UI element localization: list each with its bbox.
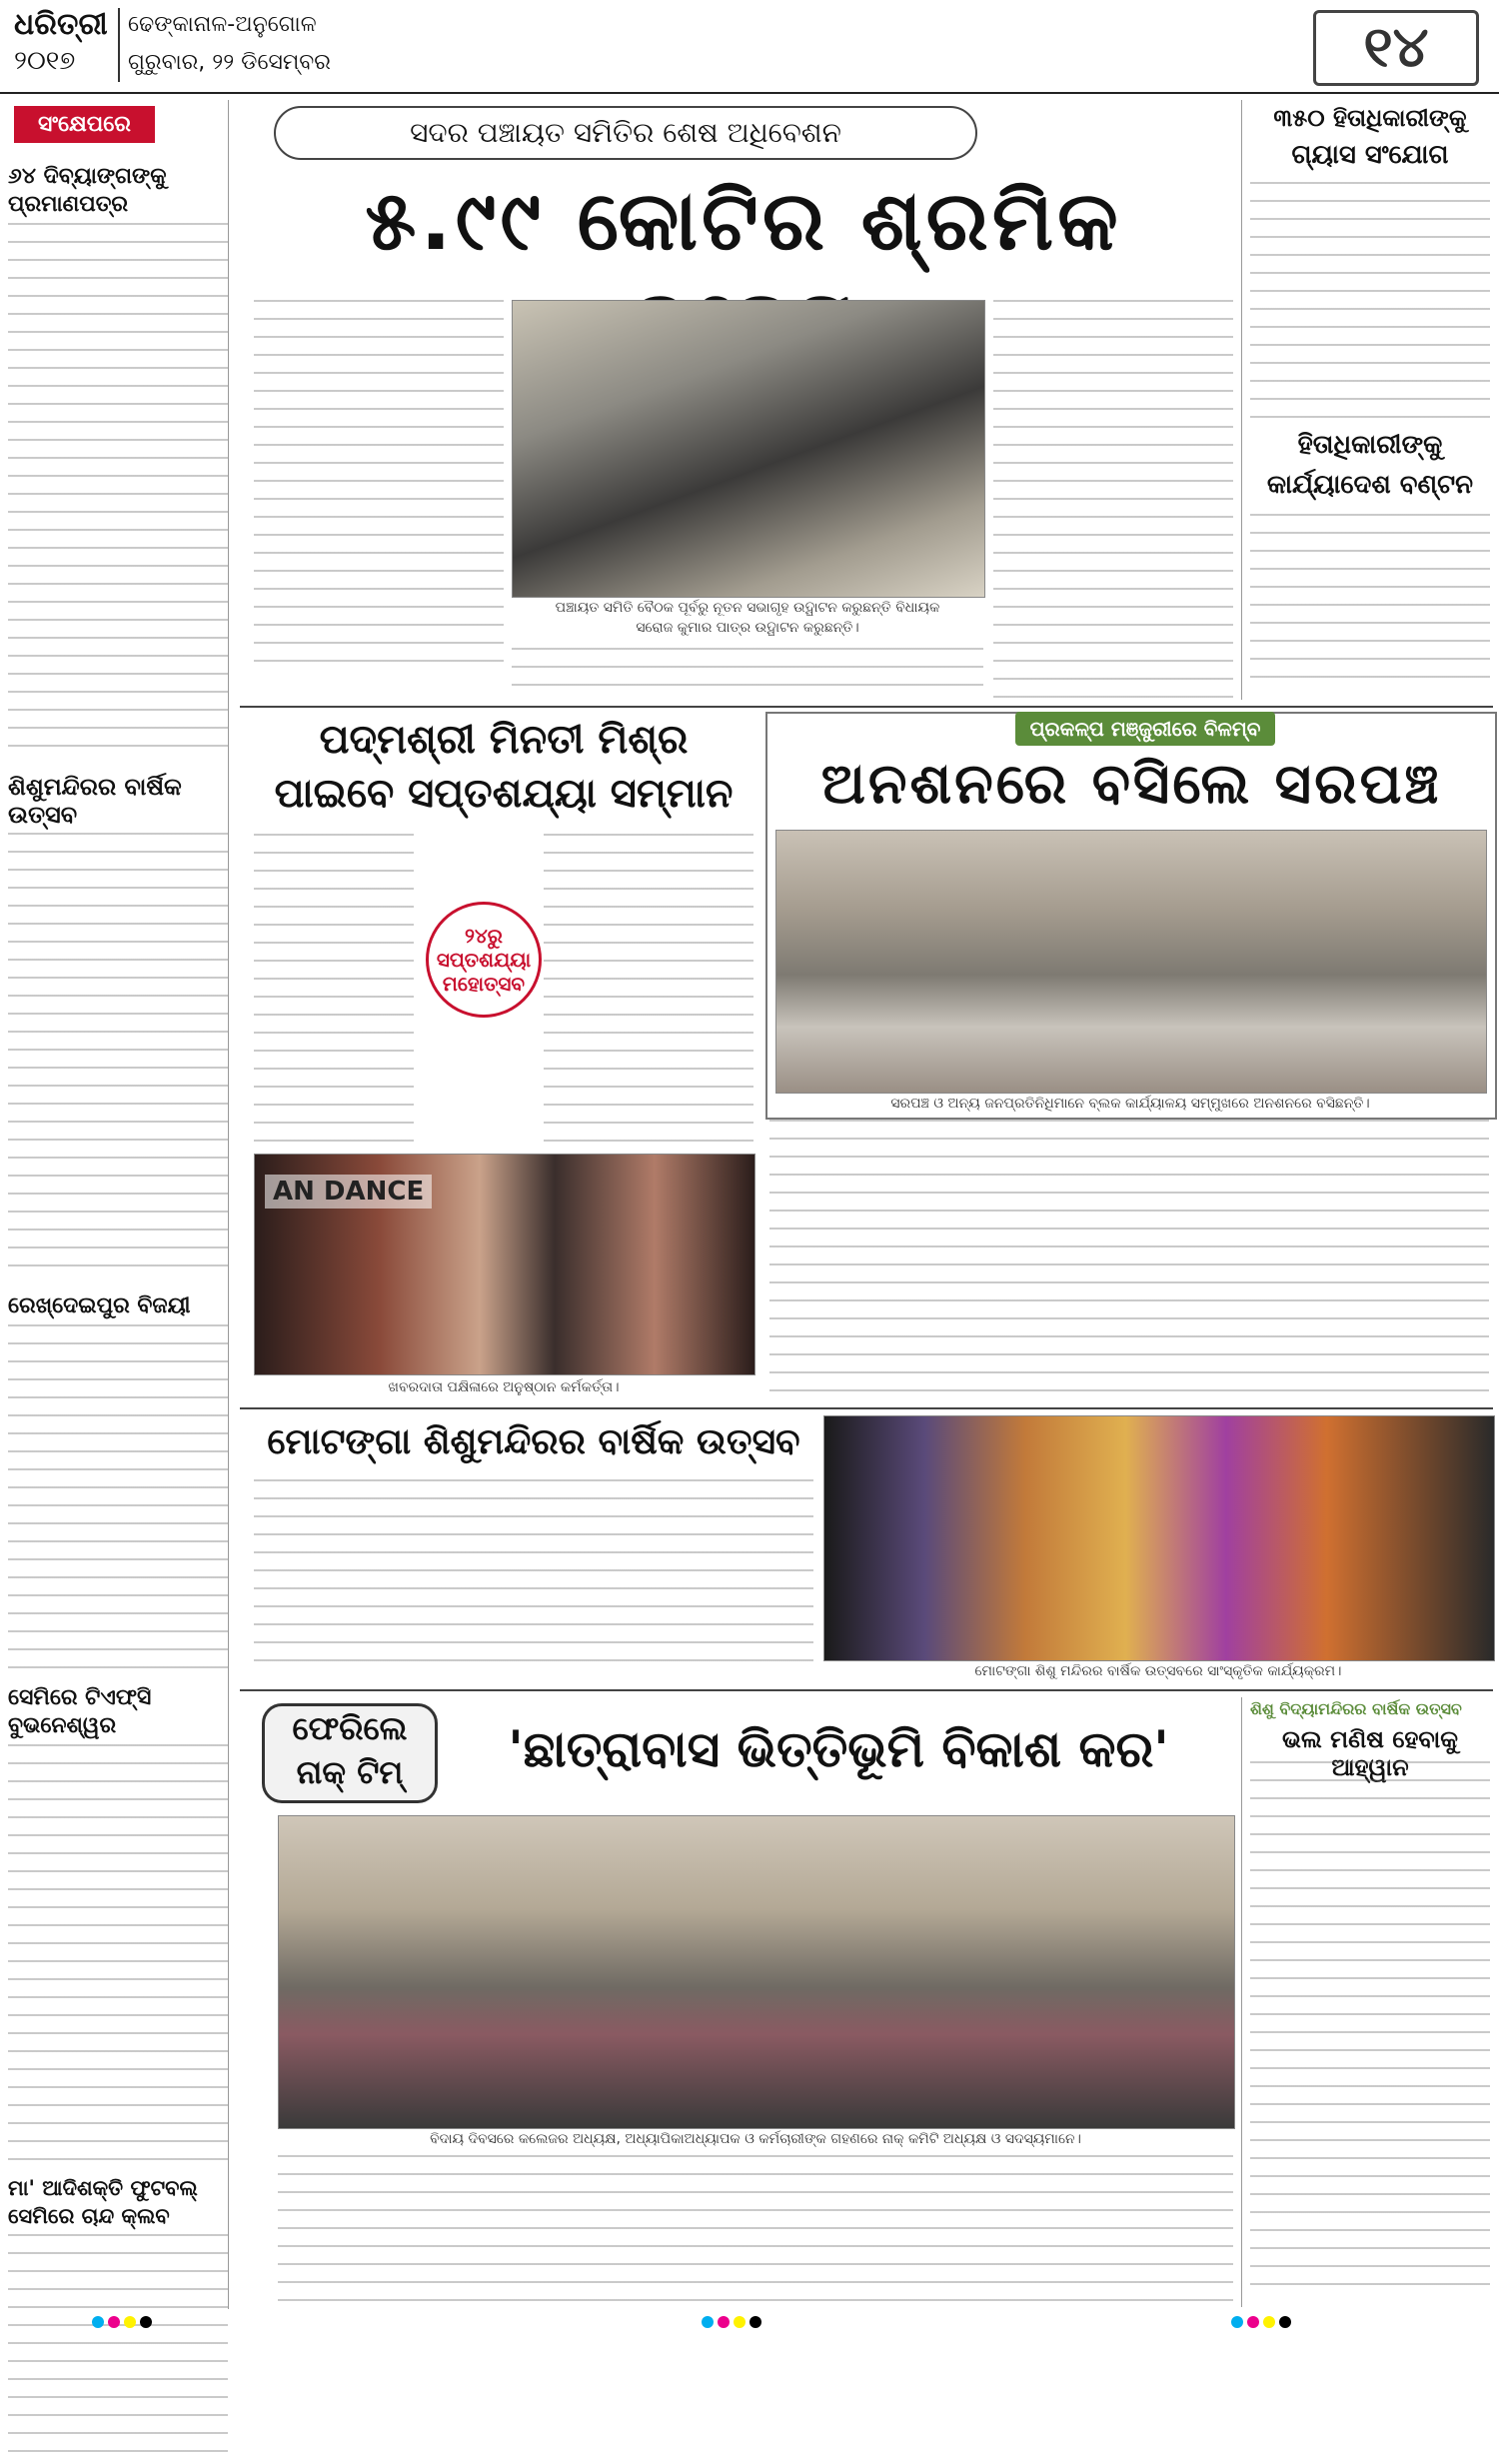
lead-body-bottom xyxy=(512,648,983,688)
section-divider xyxy=(240,706,1493,708)
gas-headline-1: ୩୫୦ ହିତାଧିକାରୀଙ୍କୁ xyxy=(1273,104,1467,132)
photo-banner-text: AN DANCE xyxy=(265,1175,432,1209)
sarpanch-caption: ସରପଞ୍ଚ ଓ ଅନ୍ୟ ଜନପ୍ରତିନିଧିମାନେ ବ୍ଲକ କାର୍ଯ୍ୟାଳୟ ସମ୍ମୁଖରେ ଅନଶନରେ ବସିଛନ୍ତି। xyxy=(890,1096,1370,1112)
brief-headline: ସେମିରେ ଟିଏଫ୍ସି ବୁଭନେଶ୍ୱର xyxy=(8,1685,152,1738)
sidebar-briefs xyxy=(8,100,229,2309)
school-tag: ଶିଶୁ ବିଦ୍ୟାମନ୍ଦିରର ବାର୍ଷିକ ଉତ୍ସବ xyxy=(1250,1699,1462,1718)
lead-body-col1 xyxy=(254,300,504,670)
edition-label: ଢେଙ୍କାନାଳ-ଅନୁଗୋଳ xyxy=(128,12,317,37)
section-divider xyxy=(240,1689,1493,1691)
brief-body xyxy=(8,833,228,1282)
lead-caption: ପଞ୍ଚାୟତ ସମିତି ବୈଠକ ପୂର୍ବରୁ ନୂତନ ସଭାଗୃହ ଉଦ୍ଘାଟନ କରୁଛନ୍ତି ବିଧାୟକ xyxy=(555,600,940,616)
right-column-top xyxy=(1241,100,1494,700)
naac-tag-line: ଫେରିଲେ xyxy=(292,1709,408,1747)
registration-marks xyxy=(90,2313,154,2332)
padmashree-story xyxy=(254,714,753,1403)
brief-headline: ଶିଶୁମନ୍ଦିରର ବାର୍ଷିକ ଉତ୍ସବ xyxy=(8,773,182,829)
lead-body-col3 xyxy=(993,300,1233,700)
seal-line: ମହୋତ୍ସବ xyxy=(442,972,526,996)
masthead-year: ୨୦୧୭ xyxy=(14,46,76,76)
lead-kicker: ସଦର ପଞ୍ଚାୟତ ସମିତିର ଶେଷ ଅଧିବେଶନ xyxy=(274,106,977,160)
page-number: ୧୪ xyxy=(1313,10,1479,86)
naac-tag xyxy=(262,1703,438,1803)
lead-story xyxy=(254,100,1233,700)
work-order-headline-2: କାର୍ଯ୍ୟାଦେଶ ବଣ୍ଟନ xyxy=(1266,470,1474,500)
sarpanch-body xyxy=(769,1120,1489,1397)
brief-body xyxy=(8,1744,228,2164)
work-order-body xyxy=(1250,514,1490,694)
school-body xyxy=(1250,1761,1490,2301)
registration-marks xyxy=(1229,2313,1293,2332)
seal-line: ୨୪ରୁ xyxy=(465,924,503,948)
school-headline: ଭଲ ମଣିଷ ହେବାକୁ ଆହ୍ୱାନ xyxy=(1282,1725,1458,1781)
brief-headline: ମା' ଆଦିଶକ୍ତି ଫୁଟବଲ୍ ସେମିରେ ଚାନ୍ଦ କ୍ଲବ xyxy=(8,2176,198,2228)
gas-headline-2: ଗ୍ୟାସ ସଂଯୋଗ xyxy=(1291,140,1449,170)
section-divider xyxy=(240,1407,1493,1409)
header-divider xyxy=(118,8,120,82)
naac-tag-line: ନାକ୍ ଟିମ୍ xyxy=(296,1753,404,1791)
naac-caption: ବିଦାୟ ଦିବସରେ କଲେଜର ଅଧ୍ୟକ୍ଷ, ଅଧ୍ୟାପିକାଅଧ୍ୟାପକ ଓ କର୍ମଚାରୀଙ୍କ ଗହଣରେ ନାକ୍ କମିଟି ଅଧ୍ୟକ୍ଷ ଓ ସଦସ୍ୟମାନେ। xyxy=(430,2131,1081,2147)
work-order-headline-1: ହିତାଧିକାରୀଙ୍କୁ xyxy=(1297,430,1443,460)
padmashree-caption: ଖବରଦାତା ପକ୍ଷିଳାରେ ଅନୁଷ୍ଠାନ କର୍ମକର୍ତ୍ତା। xyxy=(388,1379,620,1395)
naac-body xyxy=(278,2155,1233,2303)
print-marks xyxy=(0,2309,1499,2334)
padmashree-headline-2: ପାଇବେ ସପ୍ତଶଯ୍ୟା ସମ୍ମାନ xyxy=(274,771,734,817)
brief-body xyxy=(8,2234,228,2464)
registration-marks xyxy=(700,2313,763,2332)
sarpanch-tag: ପ୍ରକଳ୍ପ ମଞ୍ଜୁରୀରେ ବିଳମ୍ବ xyxy=(1015,712,1275,746)
masthead-name: ଧରିତ୍ରୀ xyxy=(14,7,108,42)
sidebar-title: ସଂକ୍ଷେପରେ xyxy=(14,106,155,143)
sarpanch-photo xyxy=(775,830,1487,1094)
page-header xyxy=(0,0,1499,94)
padmashree-headline-1: ପଦ୍ମଶ୍ରୀ ମିନତୀ ମିଶ୍ର xyxy=(319,717,689,763)
naac-photo xyxy=(278,1815,1235,2129)
lead-caption-2: ସରୋଜ କୁମାର ପାତ୍ର ଉଦ୍ଘାଟନ କରୁଛନ୍ତି। xyxy=(636,620,859,636)
right-column-bottom xyxy=(1241,1697,1494,2307)
naac-story xyxy=(254,1697,1233,2307)
padmashree-photo xyxy=(254,1154,755,1375)
gas-body xyxy=(1250,182,1490,422)
sarpanch-headline: ଅନଶନରେ ବସିଲେ ସରପଞ୍ଚ xyxy=(820,752,1442,817)
sarpanch-story xyxy=(765,712,1497,1120)
naac-headline: 'ଛାତ୍ରାବାସ ଭିତ୍ତିଭୂମି ବିକାଶ କର' xyxy=(508,1720,1169,1778)
brief-body xyxy=(8,223,228,763)
mothanga-story xyxy=(254,1415,1493,1685)
mothanga-photo xyxy=(823,1415,1495,1661)
mothanga-caption: ମୋଟଙ୍ଗା ଶିଶୁ ମନ୍ଦିରର ବାର୍ଷିକ ଉତ୍ସବରେ ସାଂସ୍କୃତିକ କାର୍ଯ୍ୟକ୍ରମ। xyxy=(974,1663,1342,1679)
brief-headline: ରେଖ୍ଦେଇପୁର ବିଜୟୀ xyxy=(8,1293,191,1318)
padmashree-body-col1 xyxy=(254,834,414,1144)
padmashree-body-col2 xyxy=(544,834,753,1144)
festival-seal xyxy=(426,902,542,1018)
lead-photo xyxy=(512,300,985,598)
mothanga-body xyxy=(254,1479,813,1669)
mothanga-headline: ମୋଟଙ୍ଗା ଶିଶୁମନ୍ଦିରର ବାର୍ଷିକ ଉତ୍ସବ xyxy=(267,1421,800,1462)
seal-line: ସପ୍ତଶଯ୍ୟା xyxy=(436,948,532,972)
brief-headline: ୬୪ ଦିବ୍ୟାଙ୍ଗଙ୍କୁ ପ୍ରମାଣପତ୍ର xyxy=(8,164,167,217)
lead-headline: ୫.୯୯ କୋଟିର ଶ୍ରମିକ xyxy=(365,174,1122,269)
brief-body xyxy=(8,1324,228,1674)
date-label: ଗୁରୁବାର, ୨୨ ଡିସେମ୍ବର xyxy=(128,50,331,75)
